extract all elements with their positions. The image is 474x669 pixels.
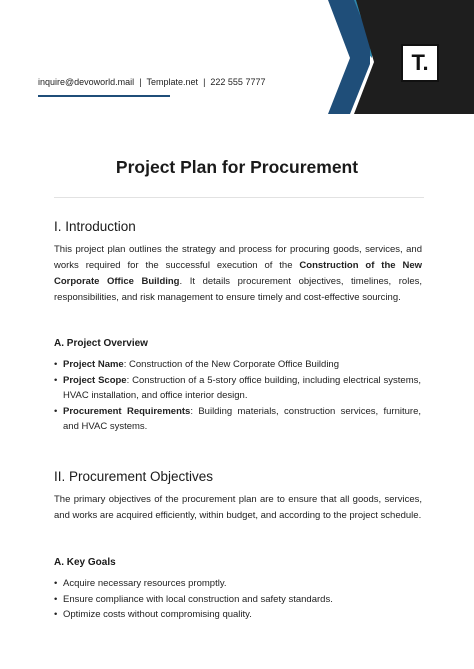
list-item: • Ensure compliance with local construction and safety standards. [63, 592, 421, 608]
project-overview-list [54, 357, 421, 435]
contact-site: Template.net [146, 77, 199, 87]
list-item [63, 404, 421, 435]
list-item [63, 357, 421, 373]
section-heading-procurement-objectives: II. Procurement Objectives [54, 469, 214, 484]
subheading-key-goals: A. Key Goals [54, 557, 116, 568]
list-item-text: : Construction of a 5-story office building, including electrical systems, HVAC installation, and office interior design. [63, 374, 421, 401]
logo-icon: T. [401, 44, 439, 82]
key-goals-list [54, 576, 421, 623]
list-item [63, 373, 421, 404]
contact-info [38, 77, 265, 87]
objectives-paragraph: The primary objectives of the procurement plan are to ensure that all goods, services, and works are acquired efficiently, within budget, and according to the project schedule. [54, 494, 422, 521]
list-item: • Acquire necessary resources promptly. [63, 576, 421, 592]
list-item-label: Project Name [63, 359, 124, 370]
subheading-project-overview: A. Project Overview [54, 338, 148, 349]
section-heading-introduction: I. Introduction [54, 219, 136, 234]
contact-separator: | [139, 77, 142, 87]
list-item-text: : Construction of the New Corporate Office Building [123, 359, 340, 370]
list-item: • Optimize costs without compromising quality. [63, 607, 421, 623]
contact-separator: | [203, 77, 206, 87]
list-item-text: : Building materials, construction services, furniture, and HVAC systems. [63, 405, 421, 432]
intro-project-name: Construction of the New Corporate Office Building [54, 260, 422, 287]
contact-email: inquire@devoworld.mail [38, 77, 135, 87]
contact-underline [38, 95, 170, 97]
intro-text-start: This project plan outlines the strategy and process for procuring goods, services, and works required for the successful execution of the [54, 244, 422, 271]
intro-text-end: . It details procurement objectives, timelines, roles, responsibilities, and risk management to ensure timely and cost-effective sourcing. [54, 276, 422, 303]
list-item-label: Project Scope [63, 374, 127, 386]
page-title: Project Plan for Procurement [115, 157, 359, 177]
contact-phone: 222 555 7777 [210, 77, 266, 87]
title-divider [54, 197, 424, 198]
list-item-label: Procurement Requirements [63, 405, 191, 417]
introduction-paragraph [54, 242, 422, 306]
